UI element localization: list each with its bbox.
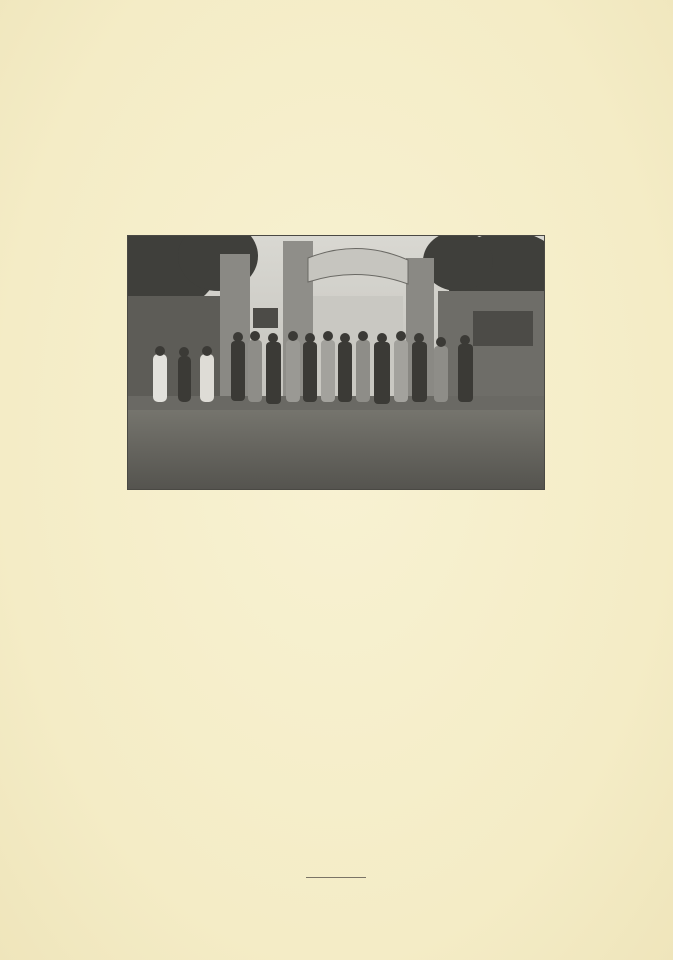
hospital-photograph (127, 235, 545, 490)
footer-rule (306, 877, 366, 878)
photograph-image (128, 236, 544, 489)
